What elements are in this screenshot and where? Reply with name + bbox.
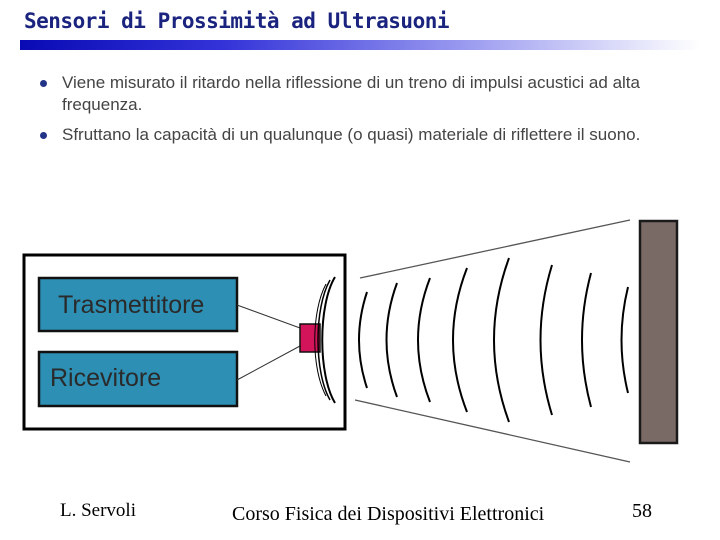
receiver-label: Ricevitore — [50, 364, 162, 392]
piezo-transducer-icon — [300, 324, 320, 352]
bullet-text: Viene misurato il ritardo nella riflessione di un treno di impulsi acustici ad alta frequenza. — [62, 73, 640, 114]
sound-wave-arcs — [359, 258, 628, 422]
transmitter-label: Trasmettitore — [58, 291, 205, 319]
footer-course: Corso Fisica dei Dispositivi Elettronici — [232, 503, 545, 525]
slide-title: Sensori di Prossimità ad Ultrasuoni — [24, 9, 450, 33]
page-number: 58 — [632, 500, 652, 522]
beam-edge-upper — [360, 220, 630, 278]
reflecting-object — [640, 221, 677, 443]
beam-edge-lower — [355, 400, 630, 462]
bullet-text: Sfruttano la capacità di un qualunque (o quasi) materiale di riflettere il suono. — [62, 125, 641, 144]
footer-author: L. Servoli — [60, 500, 136, 521]
